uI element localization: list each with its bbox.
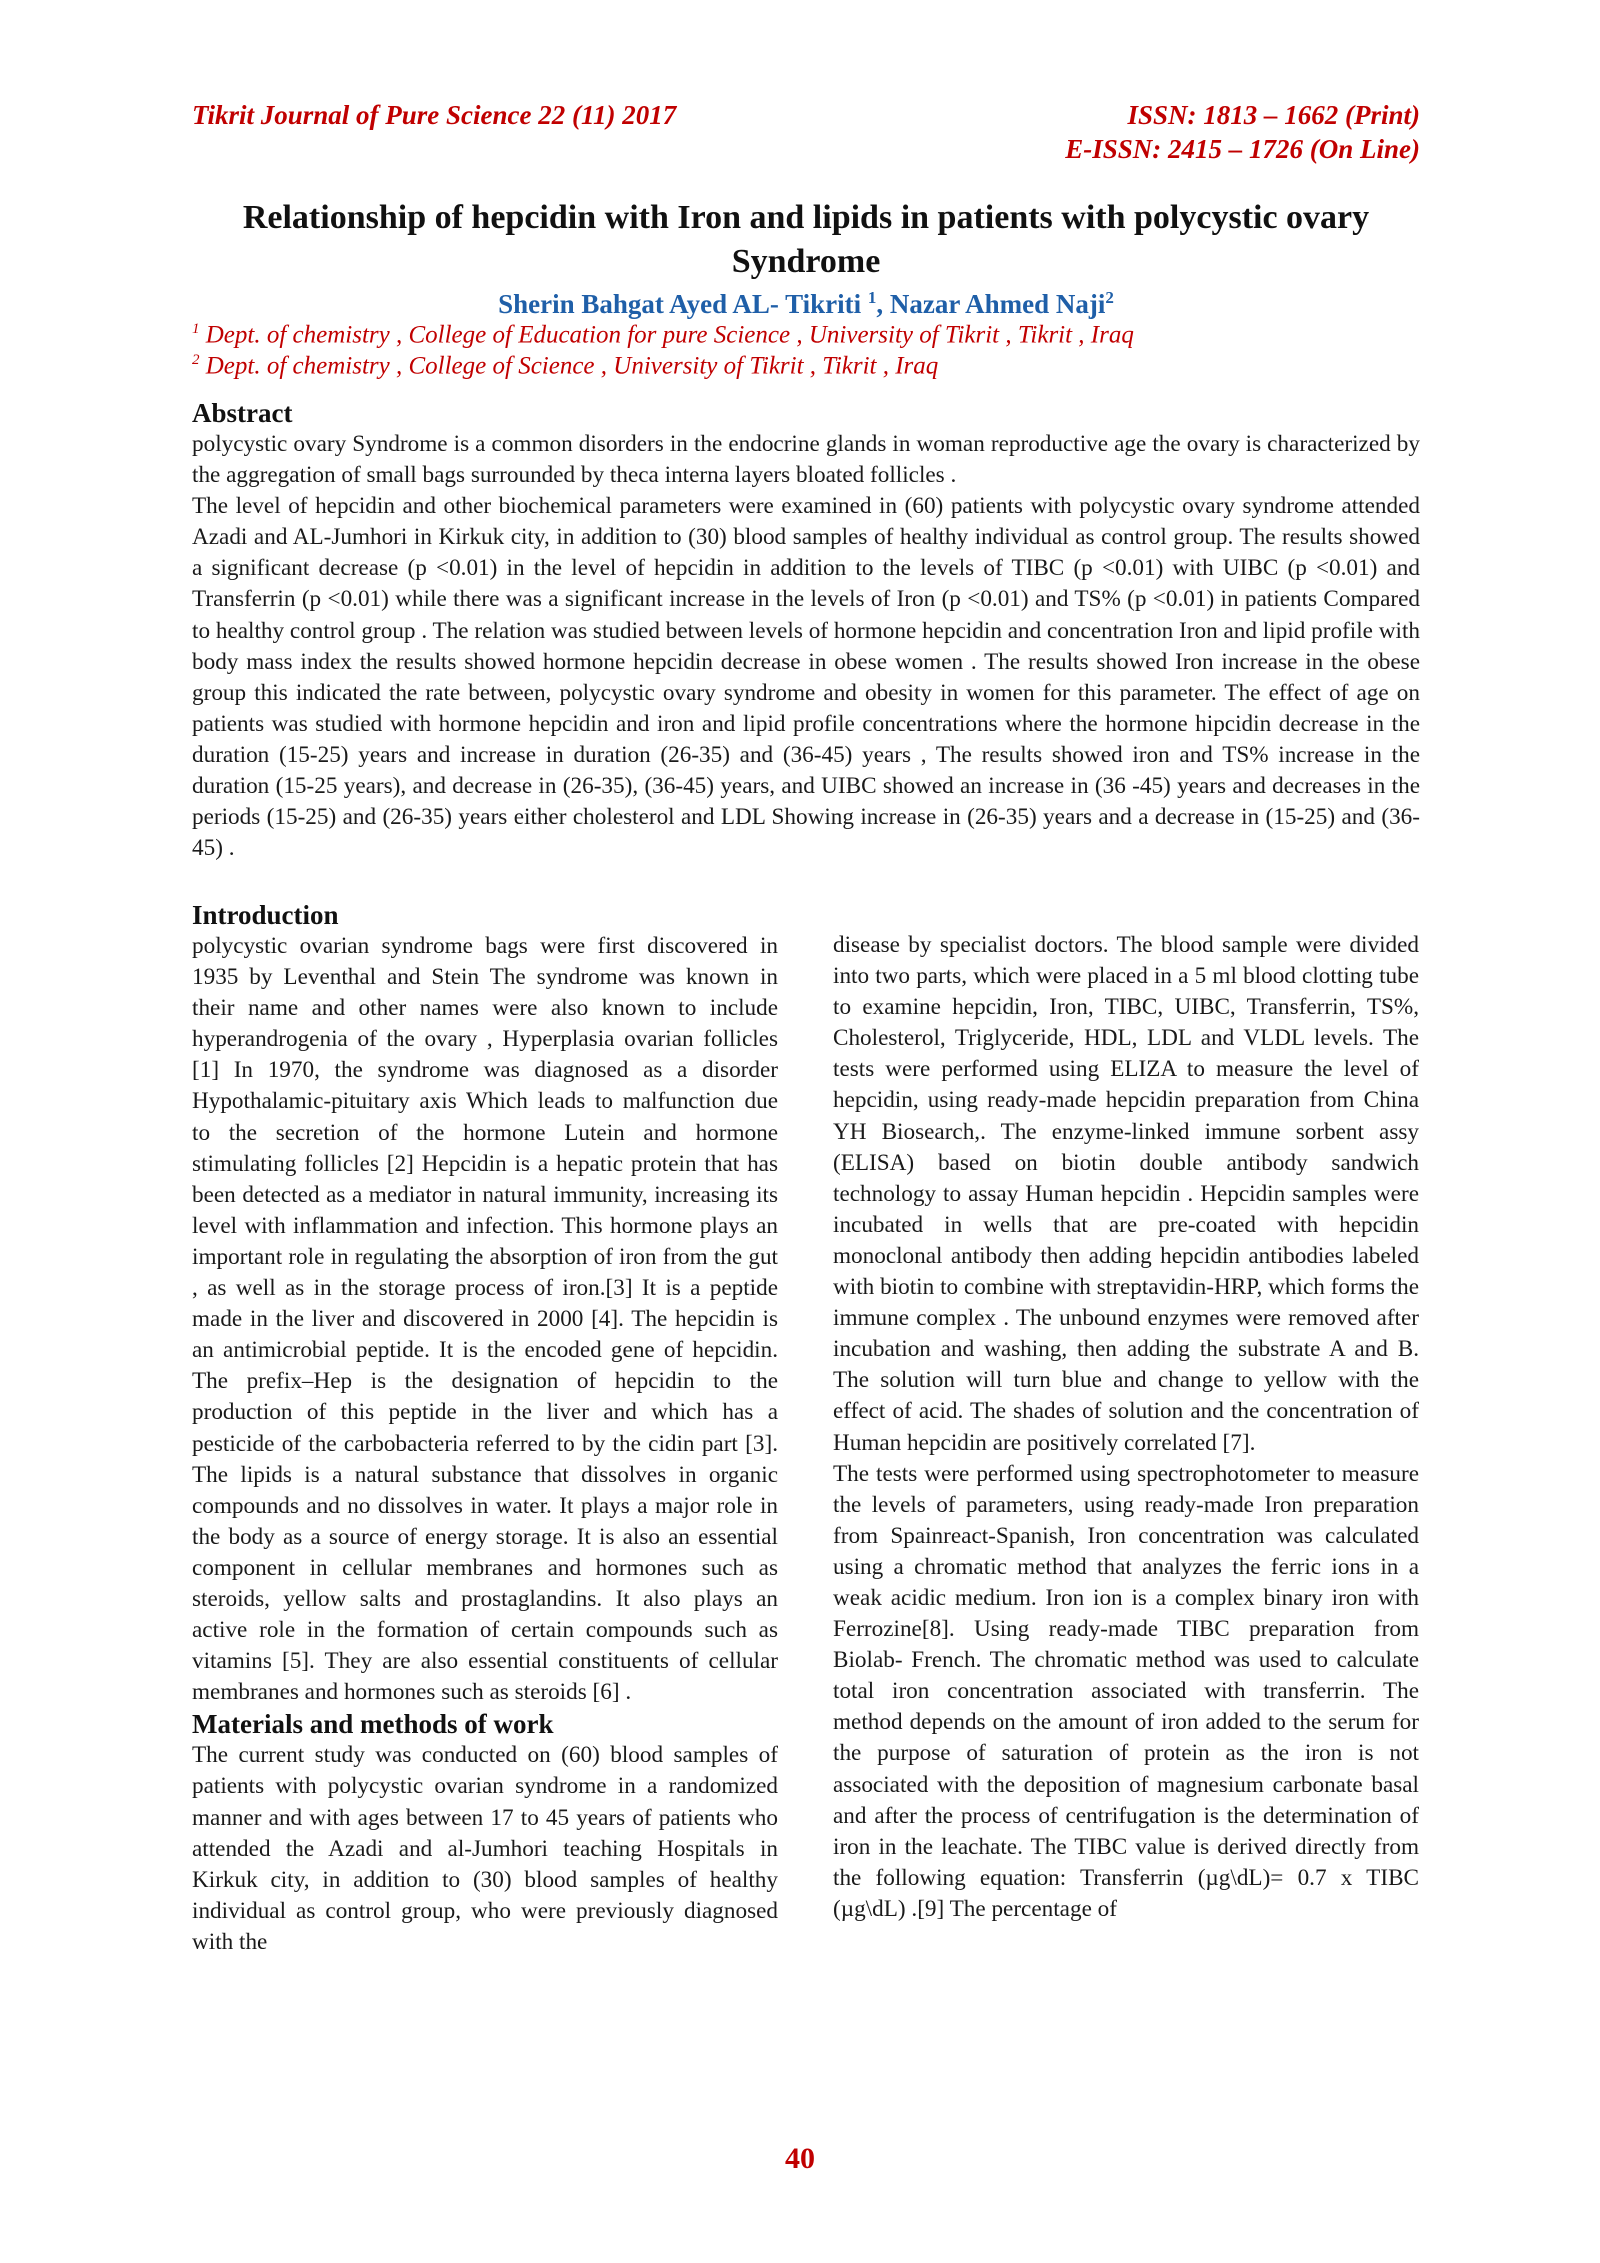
abstract-paragraph: The level of hepcidin and other biochemical parameters were examined in (60) patients with polycystic ovary syndrome attended Azadi and AL-Jumhori in Kirkuk city, in addition to (30) blood samples of healthy individual as control group. The results showed a significant decrease (p <0.01) in the level of hepcidin in addition to the levels of TIBC (p <0.01) with UIBC (p <0.01) and Transferrin (p <0.01) while there was a significant increase in the levels of Iron (p <0.01) and TS% (p <0.01) in patients Compared to healthy control group . The relation was studied between levels of hormone hepcidin and concentration Iron and lipid profile with body mass index the results showed hormone hepcidin decrease in obese women . The results showed Iron increase in the obese group this indicated the rate between, polycystic ovary syndrome and obesity in women for this parameter. The effect of age on patients was studied with hormone hepcidin and iron and lipid profile concentrations where the hormone hipcidin decrease in the duration (15-25) years and increase in duration (26-35) and (36-45) years , The results showed iron and TS% increase in the duration (15-25 years), and decrease in (26-35), (36-45) years, and UIBC showed an increase in (36 -45) years and decreases in the periods (15-25) and (26-35) years either cholesterol and LDL Showing increase in (26-35) years and a decrease in (15-25) and (36-45) . (192, 493, 1420, 862)
abstract-heading: Abstract (192, 398, 293, 428)
author-1: Sherin Bahgat Ayed AL- Tikriti (498, 289, 868, 319)
methods-paragraph-right-2: The tests were performed using spectrophotometer to measure the levels of parameters, using ready-made Iron preparation from Spainreact-Spanish, Iron concentration was calculated using a chromatic method that analyzes the ferric ions in a weak acidic medium. Iron ion is a complex binary iron with Ferrozine[8]. Using ready-made TIBC preparation from Biolab- French. The chromatic method was used to calculate total iron concentration associated with transferrin. The method depends on the amount of iron added to the serum for the purpose of saturation of protein as the iron is not associated with the deposition of magnesium carbonate basal and after the process of centrifugation is the determination of iron in the leachate. The TIBC value is derived directly from the following equation: Transferrin (µg\dL)= 0.7 x TIBC (µg\dL) .[9] The percentage of (833, 1460, 1419, 1922)
affiliation-2-text: Dept. of chemistry , College of Science , University of Tikrit , Tikrit , Iraq (199, 352, 939, 380)
methods-paragraph-left: The current study was conducted on (60) blood samples of patients with polycystic ovarian syndrome in a randomized manner and with ages between 17 to 45 years of patients who attended the Azadi and al-Jumhori teaching Hospitals in Kirkuk city, in addition to (30) blood samples of healthy individual as control group, who were previously diagnosed with the (192, 1742, 778, 1955)
page-number: 40 (785, 2142, 815, 2175)
paper-title: Relationship of hepcidin with Iron and lipids in patients with polycystic ovary Syndrome (242, 199, 1370, 280)
introduction-heading: Introduction (192, 900, 339, 930)
abstract-paragraph: polycystic ovary Syndrome is a common disorders in the endocrine glands in woman reproductive age the ovary is characterized by the aggregation of small bags surrounded by theca interna layers bloated follicles . (192, 431, 1420, 489)
left-column (192, 899, 778, 1958)
methods-heading: Materials and methods of work (192, 1709, 554, 1740)
affiliation-1-mark: 1 (192, 321, 200, 337)
author-2: Nazar Ahmed Naji (889, 289, 1106, 319)
author-2-affiliation-mark: 2 (1105, 288, 1114, 307)
issn-print: ISSN: 1813 – 1662 (Print) (1127, 100, 1420, 130)
issn-online: E-ISSN: 2415 – 1726 (On Line) (1065, 134, 1420, 164)
affiliation-1-text: Dept. of chemistry , College of Education for pure Science , University of Tikrit , Tikrit , Iraq (199, 321, 1134, 349)
methods-paragraph-right-1: disease by specialist doctors. The blood sample were divided into two parts, which were placed in a 5 ml blood clotting tube to examine hepcidin, Iron, TIBC, UIBC, Transferrin, TS%, Cholesterol, Triglyceride, HDL, LDL and VLDL levels. The tests were performed using ELIZA to measure the level of hepcidin, using ready-made hepcidin preparation from China YH Biosearch,. The enzyme-linked immune sorbent assy (ELISA) based on biotin double antibody sandwich technology to assay Human hepcidin . Hepcidin samples were incubated in wells that are pre-coated with hepcidin monoclonal antibody then adding hepcidin antibodies labeled with biotin to combine with streptavidin-HRP, which forms the immune complex . The unbound enzymes were removed after incubation and washing, then adding the substrate A and B. The solution will turn blue and change to yellow with the effect of acid. The shades of solution and the concentration of Human hepcidin are positively correlated [7]. (833, 932, 1419, 1456)
journal-header: Tikrit Journal of Pure Science 22 (11) 2017 (192, 100, 677, 130)
affiliation-2 (192, 345, 938, 381)
affiliation-2-mark: 2 (192, 352, 200, 368)
author-separator: , (876, 289, 890, 319)
introduction-paragraph: polycystic ovarian syndrome bags were first discovered in 1935 by Leventhal and Stein The syndrome was known in their name and other names were also known to include hyperandrogenia of the ovary , Hyperplasia ovarian follicles [1] In 1970, the syndrome was diagnosed as a disorder Hypothalamic-pituitary axis Which leads to malfunction due to the secretion of the hormone Lutein and hormone stimulating follicles [2] Hepcidin is a hepatic protein that has been detected as a mediator in natural immunity, increasing its level with inflammation and infection. This hormone plays an important role in regulating the absorption of iron from the gut , as well as in the storage process of iron.[3] It is a peptide made in the liver and discovered in 2000 [4]. The hepcidin is an antimicrobial peptide. It is the encoded gene of hepcidin. The prefix–Hep is the designation of hepcidin to the production of this peptide in the liver and which has a pesticide of the carbobacteria referred to by the cidin part [3]. The lipids is a natural substance that dissolves in organic compounds and no dissolves in water. It plays a major role in the body as a source of energy storage. It is also an essential component in cellular membranes and hormones such as steroids, yellow salts and prostaglandins. It also plays an active role in the formation of certain compounds such as vitamins [5]. They are also essential constituents of cellular membranes and hormones such as steroids [6] . (192, 933, 778, 1706)
author-1-affiliation-mark: 1 (867, 288, 877, 307)
issn-header (1065, 98, 1420, 166)
right-column (833, 930, 1419, 1925)
abstract-body (192, 429, 1420, 864)
